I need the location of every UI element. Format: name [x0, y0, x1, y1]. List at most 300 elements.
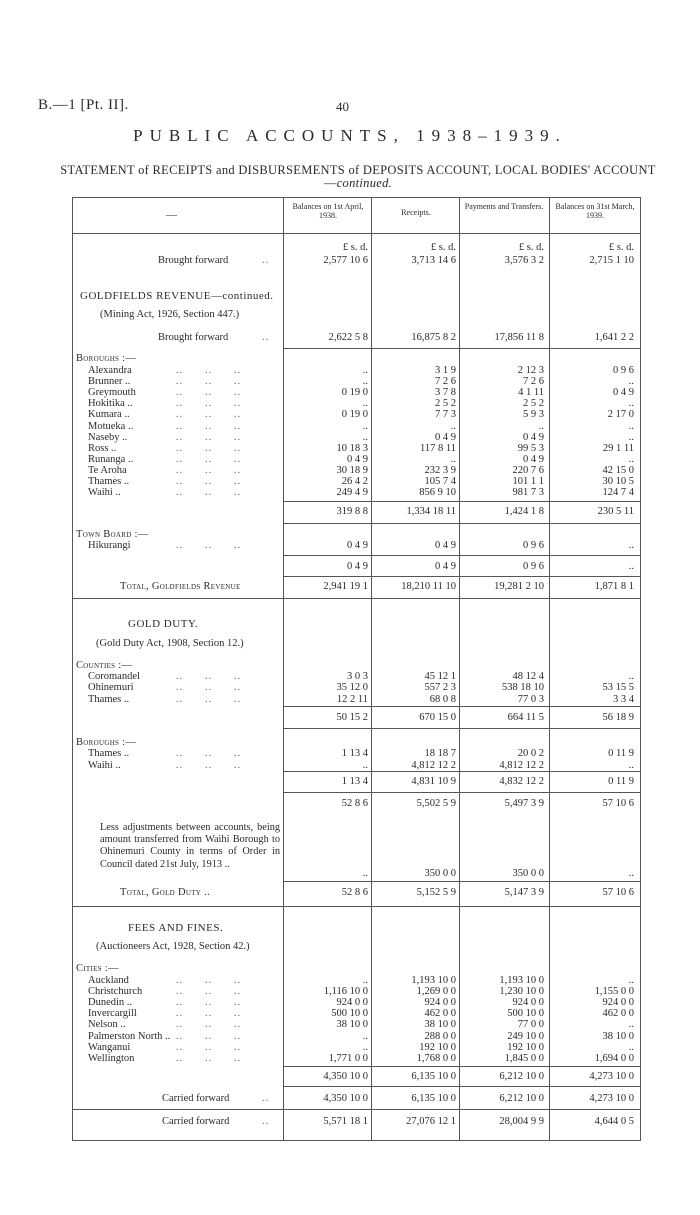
cell: 1,334 18 11 — [406, 506, 456, 517]
cell: 10 18 3 — [336, 442, 368, 454]
section-heading-gold-duty: GOLD DUTY. — [128, 618, 199, 630]
cell: 1,269 0 0 — [416, 986, 456, 998]
cell: 1,193 10 0 — [499, 975, 544, 986]
subtitle-main: STATEMENT of RECEIPTS and DISBURSEMENTS of DEPOSITS ACCOUNT, LOCAL BODIES' ACCOUNT— — [60, 163, 656, 190]
cell: 230 5 11 — [597, 506, 634, 517]
cell: 0 4 9 — [435, 540, 456, 551]
row-label: Te Aroha — [88, 464, 127, 476]
table-right-border — [640, 197, 641, 1141]
table-row — [76, 387, 640, 398]
cell: 288 0 0 — [424, 1030, 456, 1042]
row-label: Naseby .. — [88, 431, 128, 443]
cell: 192 10 0 — [507, 1041, 544, 1053]
cell: 462 0 0 — [424, 1008, 456, 1020]
table-row — [76, 454, 640, 465]
cell: 5 9 3 — [523, 409, 544, 421]
cell: 0 9 6 — [523, 561, 544, 572]
cell: 0 4 9 — [435, 561, 456, 572]
cell: .. — [628, 1041, 634, 1053]
row-label: Kumara .. — [88, 409, 130, 421]
cell: 7 2 6 — [523, 376, 544, 388]
row-label: Thames .. — [88, 748, 130, 759]
leader-dots: .. .. .. — [176, 682, 242, 694]
col-balances-end-header: Balances on 31st March, 1939. — [555, 202, 635, 220]
cell: 4,812 12 2 — [499, 759, 544, 771]
cell: 45 12 1 — [424, 671, 456, 682]
table-row — [76, 748, 640, 759]
table-row — [76, 682, 640, 693]
table-top-rule — [72, 197, 640, 198]
cell: 924 0 0 — [602, 997, 634, 1009]
subtotal-rule — [283, 706, 640, 707]
table-row — [76, 760, 640, 771]
subtotal-rule — [283, 523, 640, 524]
cell: 2 17 0 — [607, 409, 634, 421]
total-row — [76, 581, 640, 592]
subtotal-rule — [283, 792, 640, 793]
cell: .. — [628, 453, 634, 465]
leader-dots: .. — [262, 1116, 270, 1127]
subtotal-rule — [283, 348, 640, 349]
subtotal-rule — [283, 1066, 640, 1067]
col-receipts-header: Receipts. — [401, 208, 431, 217]
cell: 2 5 2 — [523, 398, 544, 410]
table-row — [76, 975, 640, 986]
cell: 7 2 6 — [435, 376, 456, 388]
cell: 57 10 6 — [602, 798, 634, 809]
cell: 4,273 10 0 — [589, 1093, 634, 1104]
cell: .. — [628, 671, 634, 682]
row-label: Brought forward — [158, 332, 229, 343]
cell: 105 7 4 — [424, 476, 456, 487]
currency-heading-row — [76, 242, 640, 253]
cell: 981 7 3 — [512, 487, 544, 499]
cell: 4,832 12 2 — [499, 776, 544, 787]
cell: .. — [628, 431, 634, 443]
table-left-border — [72, 197, 73, 1141]
cell: 2,577 10 6 — [323, 255, 368, 266]
cell: 28,004 9 9 — [499, 1116, 544, 1127]
subtotal-rule — [283, 728, 640, 729]
subtotal-rule — [283, 501, 640, 502]
cell: 232 3 9 — [424, 464, 456, 476]
cell: 538 18 10 — [502, 682, 544, 694]
row-label: Brunner .. — [88, 376, 131, 388]
table-row — [76, 1008, 640, 1019]
cell: 30 10 5 — [602, 476, 634, 487]
cell: 1,845 0 0 — [504, 1052, 544, 1064]
leader-dots: .. — [262, 332, 270, 343]
cell: 0 4 9 — [347, 561, 368, 572]
table-row — [76, 1053, 640, 1064]
table-row — [76, 997, 640, 1008]
cell: 4,812 12 2 — [411, 759, 456, 771]
cell: 1,871 8 1 — [594, 581, 634, 592]
row-label: Dunedin .. — [88, 997, 133, 1009]
cell: .. — [628, 561, 634, 572]
table-row — [76, 398, 640, 409]
leader-dots: .. .. .. — [176, 464, 242, 476]
cell: .. — [628, 376, 634, 388]
cell: 4 1 11 — [518, 387, 544, 399]
cell: 68 0 8 — [429, 693, 456, 705]
cell: 0 4 9 — [523, 453, 544, 465]
cell: 0 19 0 — [341, 409, 368, 421]
cell: 5,152 5 9 — [416, 887, 456, 898]
subtotal-rule — [283, 881, 640, 882]
leader-dots: .. .. .. — [176, 1019, 242, 1031]
row-label: Carried forward — [162, 1093, 230, 1104]
table-row — [76, 465, 640, 476]
cell: 4,831 10 9 — [411, 776, 456, 787]
cell: 38 10 0 — [602, 1030, 634, 1042]
cell: 350 0 0 — [512, 868, 544, 879]
cell: 101 1 1 — [512, 476, 544, 487]
leader-dots: .. .. .. — [176, 1008, 242, 1020]
cell: .. — [628, 1019, 634, 1031]
cell: 6,212 10 0 — [499, 1093, 544, 1104]
table-row — [76, 1031, 640, 1042]
header-rule — [72, 233, 640, 234]
leader-dots: .. .. .. — [176, 1041, 242, 1053]
section-heading-goldfields: GOLDFIELDS REVENUE—continued. — [80, 290, 274, 302]
row-label: Invercargill — [88, 1008, 137, 1020]
cell: 924 0 0 — [512, 997, 544, 1009]
row-label: Total, Gold Duty .. — [120, 887, 210, 898]
cell: 924 0 0 — [424, 997, 456, 1009]
cell: .. — [362, 420, 368, 432]
brought-forward-row — [76, 255, 640, 266]
cell: 3 3 4 — [613, 693, 634, 705]
carried-forward-row — [76, 1093, 640, 1104]
cell: 18 18 7 — [424, 748, 456, 759]
cell: .. — [538, 420, 544, 432]
cell: 3,713 14 6 — [411, 255, 456, 266]
cell: 38 10 0 — [424, 1019, 456, 1031]
cell: 1,193 10 0 — [411, 975, 456, 986]
cell: 0 4 9 — [435, 431, 456, 443]
act-reference: (Mining Act, 1926, Section 447.) — [100, 309, 240, 320]
page-number: 40 — [336, 99, 349, 114]
table-row — [76, 671, 640, 682]
cell: 0 4 9 — [347, 453, 368, 465]
col-balances-start-header: Balances on 1st April, 1938. — [292, 202, 364, 220]
cell: 16,875 8 2 — [411, 332, 456, 343]
total-row — [76, 887, 640, 898]
table-row — [76, 443, 640, 454]
cell: 12 2 11 — [336, 693, 368, 705]
row-label: Coromandel — [88, 671, 140, 682]
subtotal-row — [76, 561, 640, 572]
cell: .. — [362, 975, 368, 986]
cell: .. — [450, 420, 456, 432]
leader-dots: .. .. .. — [176, 693, 242, 705]
table-row — [76, 365, 640, 376]
cell: 56 18 9 — [602, 712, 634, 723]
leader-dots: .. .. .. — [176, 487, 242, 499]
cell: .. — [362, 1030, 368, 1042]
cell: 1,771 0 0 — [328, 1052, 368, 1064]
cell: 249 4 9 — [336, 487, 368, 499]
leader-dots: .. .. .. — [176, 540, 242, 551]
cell: .. — [628, 420, 634, 432]
leader-dots: .. .. .. — [176, 671, 242, 682]
leader-dots: .. — [262, 1093, 270, 1104]
cell: 2,715 1 10 — [589, 255, 634, 266]
group-heading-cities: Cities :— — [76, 963, 119, 974]
cell: 670 15 0 — [419, 712, 456, 723]
row-label: Wellington — [88, 1052, 135, 1064]
cell: 1 13 4 — [341, 776, 368, 787]
cell: 3,576 3 2 — [504, 255, 544, 266]
leader-dots: .. .. .. — [176, 759, 242, 771]
table-row — [76, 476, 640, 487]
row-label: Greymouth — [88, 387, 136, 399]
group-heading-counties: Counties :— — [76, 660, 133, 671]
cell: 6,212 10 0 — [499, 1071, 544, 1082]
row-label: Thames .. — [88, 693, 130, 705]
cell: 1,768 0 0 — [416, 1052, 456, 1064]
row-label: Palmerston North .. — [88, 1030, 171, 1042]
leader-dots: .. — [262, 255, 270, 266]
cell: 17,856 11 8 — [494, 332, 544, 343]
subtotal-row — [76, 1071, 640, 1082]
currency-head: £ s. d. — [430, 242, 456, 253]
cell: 220 7 6 — [512, 464, 544, 476]
subtotal-rule — [283, 555, 640, 556]
cell: 50 15 2 — [336, 712, 368, 723]
leader-dots: .. .. .. — [176, 476, 242, 487]
cell: 5,571 18 1 — [323, 1116, 368, 1127]
leader-dots: .. .. .. — [176, 748, 242, 759]
cell: 1,694 0 0 — [594, 1052, 634, 1064]
cell: 664 11 5 — [507, 712, 544, 723]
cell: 500 10 0 — [331, 1008, 368, 1020]
cell: .. — [362, 1041, 368, 1053]
cell: 5,502 5 9 — [416, 798, 456, 809]
subtotal-row — [76, 506, 640, 517]
cell: 1 13 4 — [341, 748, 368, 759]
group-heading-boroughs: Boroughs :— — [76, 353, 137, 364]
cell: 0 4 9 — [523, 431, 544, 443]
cell: 4,350 10 0 — [323, 1093, 368, 1104]
subtitle-continued: continued. — [336, 176, 393, 190]
cell: 2 5 2 — [435, 398, 456, 410]
cell: 77 0 0 — [517, 1019, 544, 1031]
cell: 3 7 8 — [435, 387, 456, 399]
cell: .. — [628, 868, 634, 879]
row-label: Alexandra — [88, 365, 132, 376]
cell: 99 5 3 — [517, 442, 544, 454]
cell: 27,076 12 1 — [406, 1116, 456, 1127]
cell: 0 9 6 — [523, 540, 544, 551]
leader-dots: .. .. .. — [176, 975, 242, 986]
cell: .. — [362, 365, 368, 376]
cell: 57 10 6 — [602, 887, 634, 898]
cell: 0 11 9 — [608, 748, 634, 759]
subtotal-rule — [283, 771, 640, 772]
leader-dots: .. .. .. — [176, 420, 242, 432]
row-label: Waihi .. — [88, 487, 121, 499]
cell: 319 8 8 — [336, 506, 368, 517]
leader-dots: .. .. .. — [176, 431, 242, 443]
table-row — [76, 421, 640, 432]
cell: 856 9 10 — [419, 487, 456, 499]
subtotal-row — [76, 712, 640, 723]
table-bottom-rule — [72, 1140, 640, 1141]
section-heading-fees: FEES AND FINES. — [128, 922, 224, 934]
page-title: PUBLIC ACCOUNTS, 1938–1939. — [133, 126, 567, 145]
table-row — [76, 487, 640, 498]
cell: .. — [362, 431, 368, 443]
group-heading-boroughs: Boroughs :— — [76, 737, 137, 748]
leader-dots: .. .. .. — [176, 1030, 242, 1042]
cell: 30 18 9 — [336, 464, 368, 476]
leader-dots: .. .. .. — [176, 986, 242, 998]
cell: 1,116 10 0 — [323, 986, 368, 998]
col-payments-header: Payments and Transfers. — [464, 202, 544, 211]
section-rule — [72, 598, 640, 599]
currency-head: £ s. d. — [518, 242, 544, 253]
cell: 124 7 4 — [602, 487, 634, 499]
cell: 4,644 0 5 — [594, 1116, 634, 1127]
row-label: Brought forward — [158, 255, 229, 266]
cell: 557 2 3 — [424, 682, 456, 694]
row-label: Wanganui — [88, 1041, 131, 1053]
row-label: Total, Goldfields Revenue — [120, 581, 241, 592]
cell: 48 12 4 — [512, 671, 544, 682]
row-label: Runanga .. — [88, 453, 134, 465]
row-label: Carried forward — [162, 1116, 230, 1127]
row-label: Ohinemuri — [88, 682, 134, 694]
cell: 0 9 6 — [613, 365, 634, 376]
group-heading-town-board: Town Board :— — [76, 529, 149, 540]
cell: 52 8 6 — [341, 798, 368, 809]
table-row — [76, 694, 640, 705]
cell: 2,941 19 1 — [323, 581, 368, 592]
table-row — [76, 1019, 640, 1030]
cell: 3 1 9 — [435, 365, 456, 376]
cell: 26 4 2 — [341, 476, 368, 487]
cell: .. — [450, 453, 456, 465]
table-row — [76, 409, 640, 420]
cell: 42 15 0 — [602, 464, 634, 476]
currency-head: £ s. d. — [608, 242, 634, 253]
section-rule — [72, 1109, 640, 1110]
row-label: Motueka .. — [88, 420, 134, 432]
cell: 77 0 3 — [517, 693, 544, 705]
carried-forward-row — [76, 1116, 640, 1127]
leader-dots: .. .. .. — [176, 376, 242, 388]
currency-head: £ s. d. — [342, 242, 368, 253]
cell: 1,230 10 0 — [499, 986, 544, 998]
leader-dots: .. .. .. — [176, 1052, 242, 1064]
row-label: Christchurch — [88, 986, 143, 998]
cell: 0 4 9 — [613, 387, 634, 399]
cell: 19,281 2 10 — [494, 581, 544, 592]
subtotal-row — [76, 798, 640, 809]
cell: 52 8 6 — [341, 887, 368, 898]
cell: 5,497 3 9 — [504, 798, 544, 809]
table-row — [76, 1042, 640, 1053]
cell: 0 11 9 — [608, 776, 634, 787]
row-label: Auckland — [88, 975, 129, 986]
cell: 7 7 3 — [435, 409, 456, 421]
statement-subtitle — [60, 164, 656, 190]
cell: 20 0 2 — [517, 748, 544, 759]
cell: 500 10 0 — [507, 1008, 544, 1020]
page-id: B.—1 [Pt. II]. — [38, 97, 129, 113]
cell: 5,147 3 9 — [504, 887, 544, 898]
cell: 6,135 10 0 — [411, 1093, 456, 1104]
cell: 4,273 10 0 — [589, 1071, 634, 1082]
row-label: Ross .. — [88, 442, 117, 454]
row-label: Hokitika .. — [88, 398, 133, 410]
cell: 924 0 0 — [336, 997, 368, 1009]
cell: 1,641 2 2 — [594, 332, 634, 343]
leader-dots: .. .. .. — [176, 997, 242, 1009]
cell: .. — [362, 398, 368, 410]
adjustment-row — [76, 868, 640, 879]
table-row — [76, 376, 640, 387]
cell: .. — [362, 759, 368, 771]
row-label: Nelson .. — [88, 1019, 126, 1031]
label-column-header: — — [166, 209, 177, 221]
leader-dots: .. .. .. — [176, 398, 242, 410]
subtotal-rule — [283, 1086, 640, 1087]
row-label: Waihi .. — [88, 759, 121, 771]
adjustment-note: Less adjustments between accounts, being amount transferred from Waihi Borough to Ohinemuri County in terms of Order in Council dated 21st July, 1913 .. — [100, 822, 280, 870]
cell: .. — [628, 759, 634, 771]
leader-dots: .. .. .. — [176, 453, 242, 465]
cell: .. — [362, 376, 368, 388]
cell: 249 10 0 — [507, 1030, 544, 1042]
leader-dots: .. .. .. — [176, 409, 242, 421]
cell: 53 15 5 — [602, 682, 634, 694]
cell: 38 10 0 — [336, 1019, 368, 1031]
cell: 1,424 1 8 — [504, 506, 544, 517]
cell: 192 10 0 — [419, 1041, 456, 1053]
subtotal-row — [76, 776, 640, 787]
leader-dots: .. .. .. — [176, 365, 242, 376]
table-row — [76, 540, 640, 551]
cell: 3 0 3 — [347, 671, 368, 682]
table-row — [76, 432, 640, 443]
cell: 18,210 11 10 — [401, 581, 456, 592]
leader-dots: .. .. .. — [176, 387, 242, 399]
row-label: Hikurangi — [88, 540, 131, 551]
act-reference: (Gold Duty Act, 1908, Section 12.) — [96, 638, 244, 649]
cell: 0 4 9 — [347, 540, 368, 551]
cell: 35 12 0 — [336, 682, 368, 694]
brought-forward-row — [76, 332, 640, 343]
cell: 117 8 11 — [420, 442, 456, 454]
cell: 350 0 0 — [424, 868, 456, 879]
row-label: Thames .. — [88, 476, 130, 487]
cell: 0 19 0 — [341, 387, 368, 399]
leader-dots: .. .. .. — [176, 442, 242, 454]
cell: .. — [628, 540, 634, 551]
act-reference: (Auctioneers Act, 1928, Section 42.) — [96, 941, 250, 952]
cell: 2,622 5 8 — [328, 332, 368, 343]
cell: 29 1 11 — [602, 442, 634, 454]
cell: 1,155 0 0 — [594, 986, 634, 998]
table-row — [76, 986, 640, 997]
cell: .. — [628, 975, 634, 986]
cell: 4,350 10 0 — [323, 1071, 368, 1082]
subtotal-rule — [283, 576, 640, 577]
cell: 2 12 3 — [517, 365, 544, 376]
